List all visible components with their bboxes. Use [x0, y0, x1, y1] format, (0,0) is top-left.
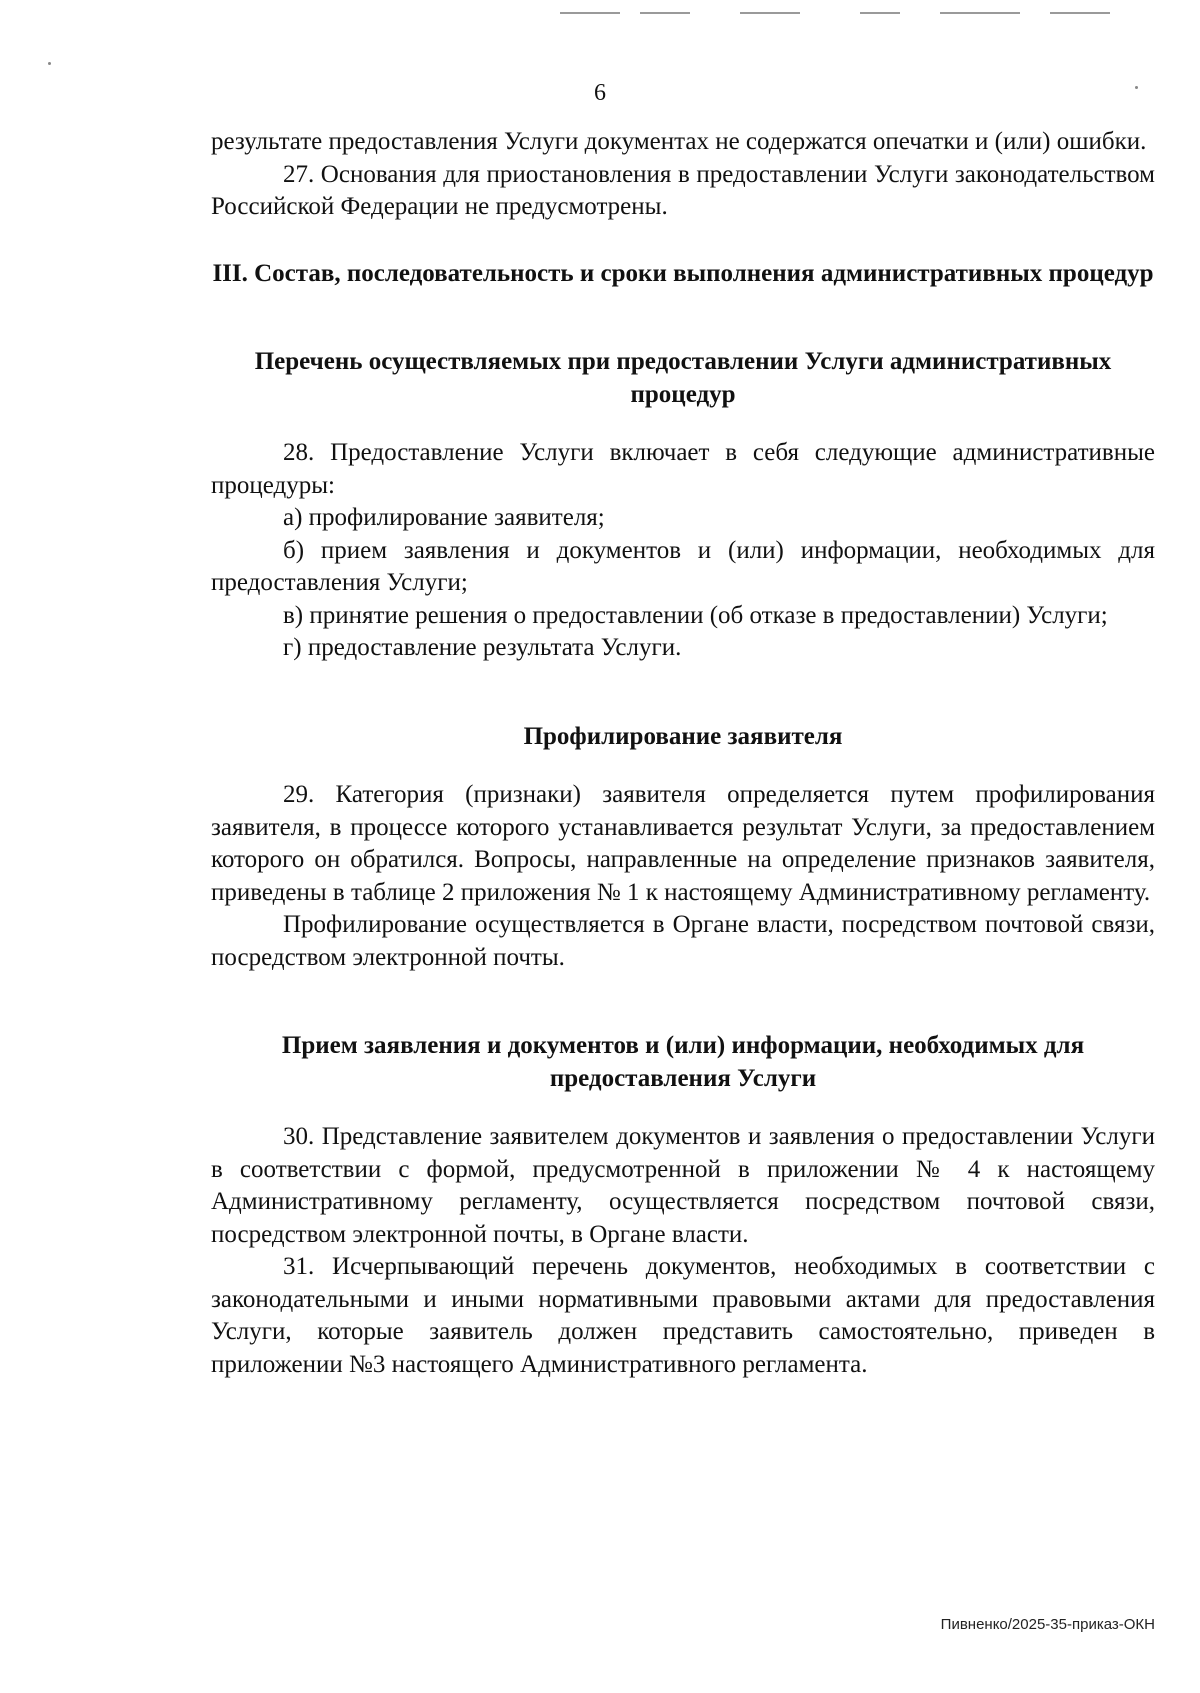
list-item-28b: б) прием заявления и документов и (или) информации, необходимых для предоставления Услуги; [211, 536, 1155, 596]
page-number: 6 [594, 80, 606, 106]
subheading-reception: Прием заявления и документов и (или) информации, необходимых для предоставления Услуги [281, 1032, 1085, 1092]
section-heading-3: III. Состав, последовательность и сроки выполнения административных процедур [212, 259, 1154, 287]
list-item-28a: а) профилирование заявителя; [283, 504, 605, 531]
document-body [211, 126, 1155, 1381]
subheading-profiling: Профилирование заявителя [523, 722, 843, 750]
paragraph-28: 28. Предоставление Услуги включает в себя следующие административные процедуры: [211, 439, 1155, 499]
subheading-procedures-list: Перечень осуществляемых при предоставлении Услуги административных процедур [254, 348, 1112, 408]
list-item-28d: г) предоставление результата Услуги. [283, 634, 682, 661]
paragraph-31: 31. Исчерпывающий перечень документов, необходимых в соответствии с законодательными и иными нормативными правовыми актами для предоставления Услуги, которые заявитель должен представить самостоятельно, приведен в приложении №3 настоящего Административного регламента. [211, 1253, 1155, 1378]
paragraph-continuation: результате предоставления Услуги документах не содержатся опечатки и (или) ошибки. [211, 128, 1147, 155]
document-code: Пивненко/2025-35-приказ-ОКН [940, 1616, 1155, 1633]
paragraph-27: 27. Основания для приостановления в предоставлении Услуги законодательством Российской Федерации не предусмотрены. [211, 160, 1155, 220]
paragraph-29-profiling: Профилирование осуществляется в Органе власти, посредством почтовой связи, посредством электронной почты. [211, 911, 1155, 971]
scan-artifacts [560, 12, 1120, 16]
list-item-28c: в) принятие решения о предоставлении (об отказе в предоставлении) Услуги; [283, 601, 1108, 629]
paragraph-30: 30. Представление заявителем документов и заявления о предоставлении Услуги в соответствии с формой, предусмотренной в приложении № 4 к настоящему Административному регламенту, осуществляется посредством почтовой связи, посредством электронной почты, в Органе власти. [211, 1123, 1155, 1248]
paragraph-29: 29. Категория (признаки) заявителя определяется путем профилирования заявителя, в процессе которого устанавливается результат Услуги, за предоставлением которого он обратился. Вопросы, направленные на определение признаков заявителя, приведены в таблице 2 приложения № 1 к настоящему Административному регламенту. [211, 781, 1155, 906]
scan-speck [48, 62, 51, 65]
